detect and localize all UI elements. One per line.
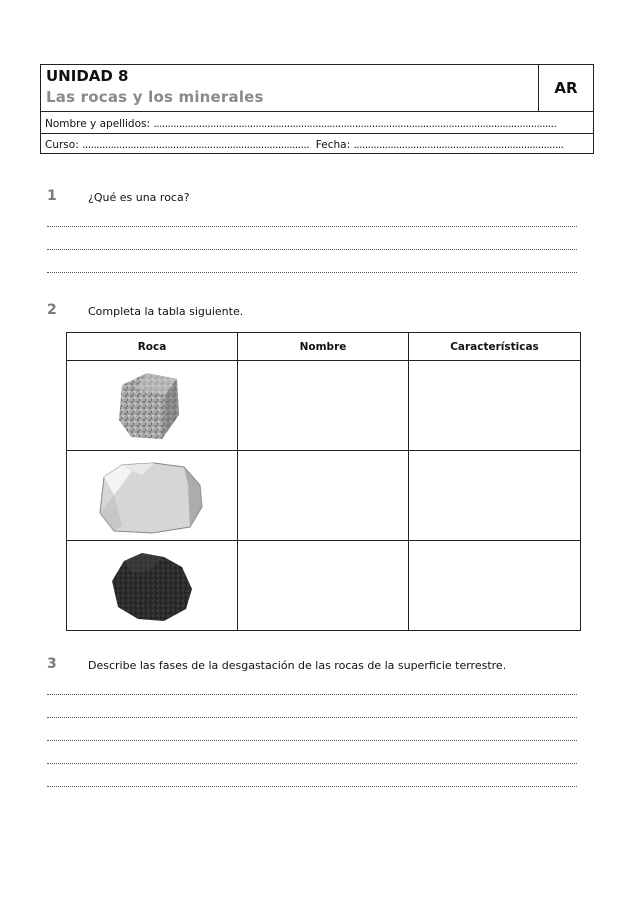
answer-line[interactable]: [47, 226, 577, 227]
unit-subtitle: Las rocas y los minerales: [46, 88, 264, 106]
rock-name-cell[interactable]: [238, 451, 409, 541]
name-label: Nombre y apellidos:: [45, 118, 151, 130]
answer-line[interactable]: [47, 694, 577, 695]
rock-characteristics-cell[interactable]: [409, 451, 581, 541]
answer-line[interactable]: [47, 717, 577, 718]
name-row[interactable]: [45, 118, 589, 130]
question-2-text: Completa la tabla siguiente.: [88, 305, 244, 318]
name-fill-line[interactable]: ..............................................................................................................................................: [153, 118, 557, 130]
column-header-caracteristicas: Características: [409, 333, 581, 361]
rock-name-cell[interactable]: [238, 541, 409, 631]
rock-image-cell: [67, 451, 238, 541]
rock-name-cell[interactable]: [238, 361, 409, 451]
date-fill-line[interactable]: ..........................................................................: [353, 139, 564, 151]
rock-table: [66, 332, 581, 631]
question-2-number: 2: [47, 302, 57, 318]
table-row: [67, 361, 581, 451]
rock-image-cell: [67, 541, 238, 631]
answer-line[interactable]: [47, 272, 577, 273]
basalt-rock-icon: [102, 545, 202, 627]
answer-line[interactable]: [47, 763, 577, 764]
header-box: [40, 64, 594, 154]
course-label: Curso:: [45, 139, 79, 151]
unit-title: UNIDAD 8: [46, 67, 129, 85]
column-header-roca: Roca: [67, 333, 238, 361]
table-header-row: [67, 333, 581, 361]
column-header-nombre: Nombre: [238, 333, 409, 361]
header-divider: [41, 133, 593, 134]
rock-image-cell: [67, 361, 238, 451]
limestone-rock-icon: [92, 455, 212, 537]
question-3-text: Describe las fases de la desgastación de las rocas de la superficie terrestre.: [88, 659, 507, 672]
date-label: Fecha:: [315, 139, 351, 151]
answer-line[interactable]: [47, 249, 577, 250]
level-badge: AR: [538, 65, 593, 111]
answer-line[interactable]: [47, 786, 577, 787]
granite-rock-icon: [107, 365, 197, 447]
table-row: [67, 451, 581, 541]
course-fill-line[interactable]: ................................................................................: [82, 139, 310, 151]
question-1-number: 1: [47, 188, 57, 204]
header-top: [41, 65, 593, 112]
answer-line[interactable]: [47, 740, 577, 741]
rock-characteristics-cell[interactable]: [409, 361, 581, 451]
rock-characteristics-cell[interactable]: [409, 541, 581, 631]
table-row: [67, 541, 581, 631]
question-3-number: 3: [47, 656, 57, 672]
question-1-text: ¿Qué es una roca?: [88, 191, 190, 204]
course-date-row: [45, 139, 589, 151]
